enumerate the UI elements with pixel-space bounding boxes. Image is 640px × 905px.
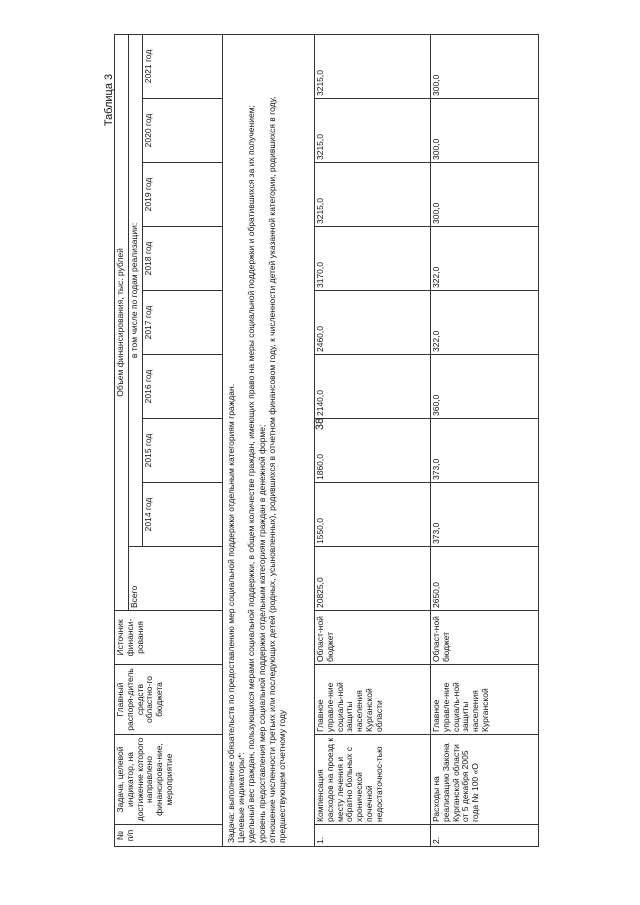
row-activity: Расходы на реализацию Закона Курганской области от 5 декабря 2005 года № 100 «О xyxy=(431,735,539,825)
row-year-value: 2140,0 xyxy=(315,355,431,419)
row-year-value: 373,0 xyxy=(431,419,539,483)
header-year: 2017 год xyxy=(143,291,223,355)
header-funding: Объем финансирования, тыс. рублей xyxy=(115,34,129,610)
indicators-title: Целевые индикаторы*: xyxy=(236,752,247,843)
page-number: 38 xyxy=(314,417,326,431)
row-manager: Главное управле-ние социаль-ной защиты населения Курганской области xyxy=(315,665,431,735)
row-year-value: 3215,0 xyxy=(315,34,431,98)
row-activity: Компенсация расходов на проезд к месту лечения и обратно больных с хронической почечной недостаточнос-тью xyxy=(315,735,431,825)
header-source: Источник финанси-рования xyxy=(115,611,223,665)
header-task: Задача, целевой индикатор, на достижение которого направлено финансирова-ние, мероприятие xyxy=(115,735,223,825)
row-year-value: 2460,0 xyxy=(315,291,431,355)
header-year: 2020 год xyxy=(143,99,223,163)
header-year: 2015 год xyxy=(143,419,223,483)
row-manager: Главное управле-ние социаль-ной защиты населения Курганской xyxy=(431,665,539,735)
row-year-value: 373,0 xyxy=(431,483,539,547)
header-manager: Главный распоря-дитель средств областно-го бюджета xyxy=(115,665,223,735)
header-year: 2018 год xyxy=(143,227,223,291)
header-by-year: в том числе по годам реализации: xyxy=(129,34,143,546)
row-year-value: 322,0 xyxy=(431,227,539,291)
row-total: 20825,0 xyxy=(315,547,431,611)
row-year-value: 1860,0 xyxy=(315,419,431,483)
indicator-item: уровень предоставления мер социальной поддержки отдельным категориям граждан в денежной форме; xyxy=(256,424,267,843)
header-year: 2021 год xyxy=(143,34,223,98)
row-year-value: 300,0 xyxy=(431,99,539,163)
header-num: № п/п xyxy=(115,825,223,847)
row-year-value: 1550,0 xyxy=(315,483,431,547)
row-num: 1. xyxy=(315,825,431,847)
header-year: 2019 год xyxy=(143,163,223,227)
row-year-value: 3170,0 xyxy=(315,227,431,291)
row-year-value: 300,0 xyxy=(431,34,539,98)
header-total: Всего xyxy=(129,547,223,611)
row-source: Област-ной бюджет xyxy=(431,611,539,665)
indicator-item: отношение численности третьих или последующих детей (родных, усыновленных), родившихся в отчетном финансовом году, к численности детей указанной категории, родившихся в году, предшествующем отчетному году xyxy=(266,96,287,843)
row-num: 2. xyxy=(431,825,539,847)
task-text: Задача: выполнение обязательств по предоставлению мер социальной поддержки отдельным категориям граждан. xyxy=(226,383,236,843)
row-source: Област-ной бюджет xyxy=(315,611,431,665)
funding-table xyxy=(114,34,539,847)
table-row xyxy=(315,34,431,846)
row-total: 2650,0 xyxy=(431,547,539,611)
row-year-value: 360,0 xyxy=(431,355,539,419)
header-year: 2016 год xyxy=(143,355,223,419)
row-year-value: 3215,0 xyxy=(315,163,431,227)
table-caption: Таблица 3 xyxy=(103,73,115,127)
indicator-item: удельный вес граждан, пользующихся мерами социальной поддержки, в общем количестве граждан, имеющих право на меры социальной поддержки и обратившихся за их получением; xyxy=(246,105,257,843)
row-year-value: 300,0 xyxy=(431,163,539,227)
task-block xyxy=(223,34,315,846)
rotated-table-sheet xyxy=(114,35,640,847)
table-row xyxy=(431,34,539,846)
header-year: 2014 год xyxy=(143,483,223,547)
row-year-value: 3215,0 xyxy=(315,99,431,163)
row-year-value: 322,0 xyxy=(431,291,539,355)
